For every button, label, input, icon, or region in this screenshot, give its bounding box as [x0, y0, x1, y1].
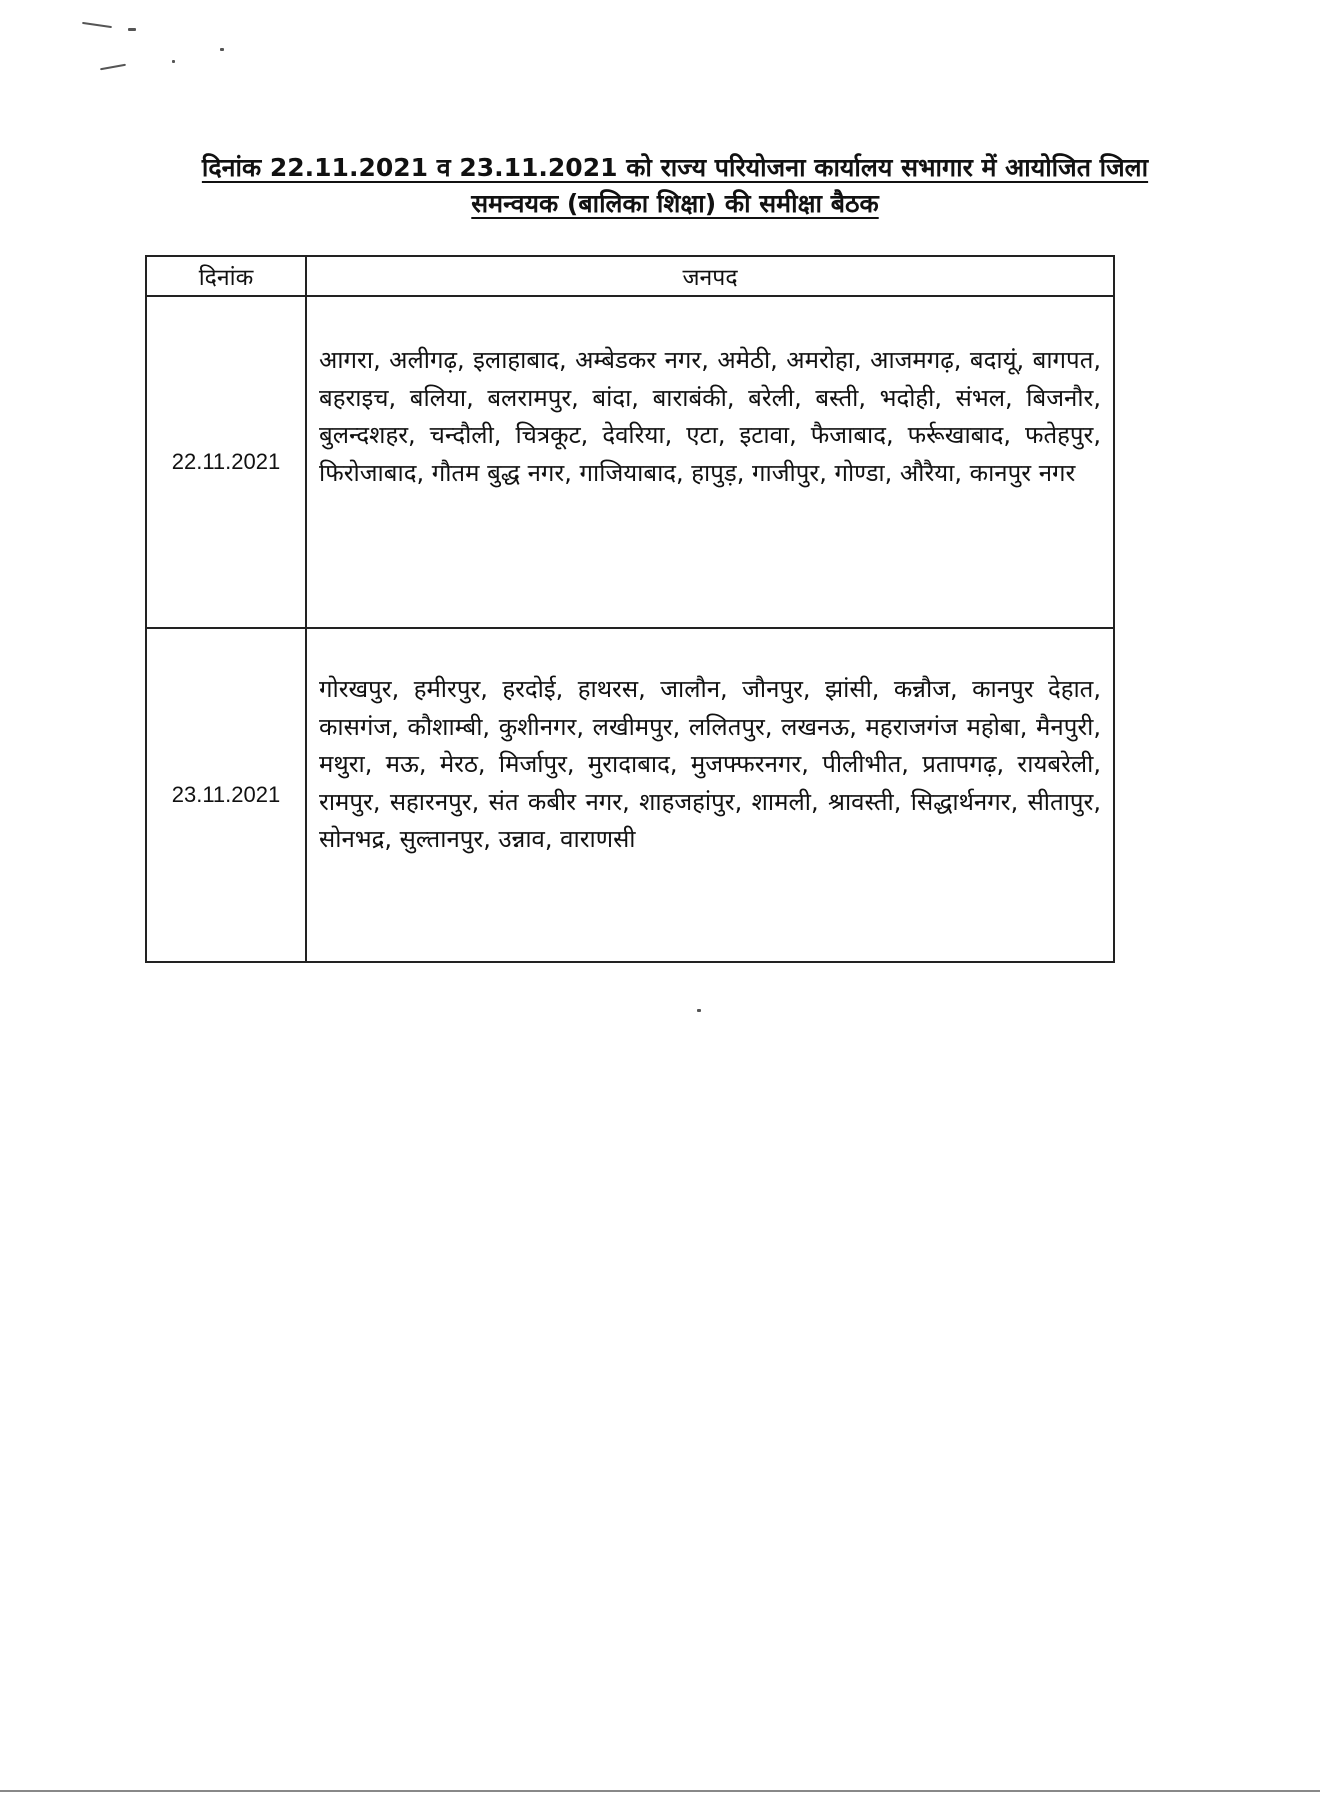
table-row [146, 296, 1114, 628]
scan-mark [128, 28, 136, 31]
meeting-schedule-table [145, 255, 1115, 963]
title-line-2: समन्वयक (बालिका शिक्षा) की समीक्षा बैठक [471, 189, 879, 218]
page-edge-line [0, 1790, 1320, 1792]
row-districts: आगरा, अलीगढ़, इलाहाबाद, अम्बेडकर नगर, अमेठी, अमरोहा, आजमगढ़, बदायूं, बागपत, बहराइच, बलिया, बलरामपुर, बांदा, बाराबंकी, बरेली, बस्ती, भदोही, संभल, बिजनौर, बुलन्दशहर, चन्दौली, चित्रकूट, देवरिया, एटा, इटावा, फैजाबाद, फर्रूखाबाद, फतेहपुर, फिरोजाबाद, गौतम बुद्ध नगर, गाजियाबाद, हापुड़, गाजीपुर, गोण्डा, औरैया, कानपुर नगर [306, 296, 1114, 628]
title-line-1: दिनांक 22.11.2021 व 23.11.2021 को राज्य परियोजना कार्यालय सभागार में आयोजित जिला [201, 153, 1149, 182]
row-districts: गोरखपुर, हमीरपुर, हरदोई, हाथरस, जालौन, जौनपुर, झांसी, कन्नौज, कानपुर देहात, कासगंज, कौशाम्बी, कुशीनगर, लखीमपुर, ललितपुर, लखनऊ, महराजगंज महोबा, मैनपुरी, मथुरा, मऊ, मेरठ, मिर्जापुर, मुरादाबाद, मुजफ्फरनगर, पीलीभीत, प्रतापगढ़, रायबरेली, रामपुर, सहारनपुर, संत कबीर नगर, शाहजहांपुर, शामली, श्रावस्ती, सिद्धार्थनगर, सीतापुर, सोनभद्र, सुल्तानपुर, उन्नाव, वाराणसी [306, 628, 1114, 962]
header-districts: जनपद [306, 256, 1114, 296]
scan-mark [220, 48, 224, 51]
header-date: दिनांक [146, 256, 306, 296]
row-date: 23.11.2021 [146, 628, 306, 962]
document-title [150, 150, 1200, 222]
table-header-row [146, 256, 1114, 296]
table-row [146, 628, 1114, 962]
scan-mark [697, 1009, 701, 1012]
scan-mark [172, 60, 175, 63]
scan-mark [100, 64, 126, 70]
scan-mark [82, 22, 112, 28]
row-date: 22.11.2021 [146, 296, 306, 628]
